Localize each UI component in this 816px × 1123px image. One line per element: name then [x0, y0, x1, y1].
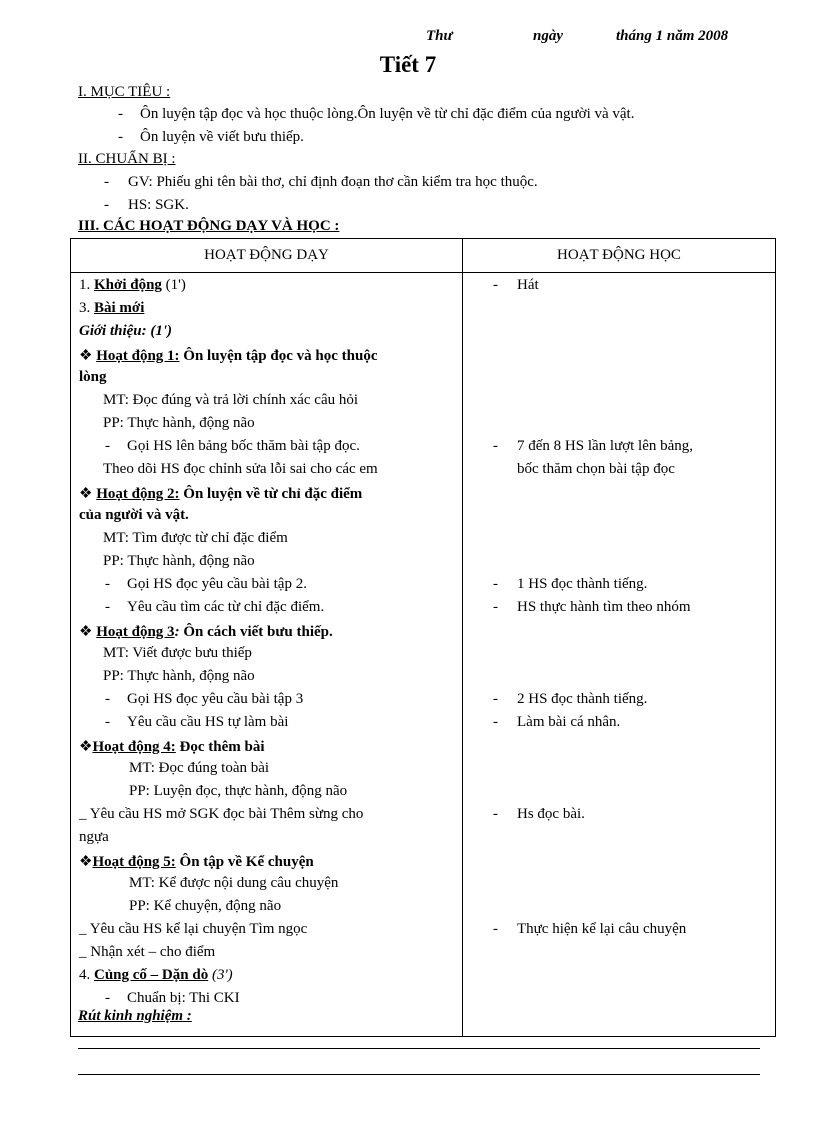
date-ngay: ngày [533, 28, 563, 44]
diamond-bullet-icon: ❖ [79, 624, 93, 640]
chuan-bi-dash-1: - [104, 174, 109, 190]
hd3-b: Yêu cầu cầu HS tự làm bài [127, 714, 289, 730]
hd1-dash-a: - [105, 438, 110, 454]
hd3-pp: PP: Thực hành, động não [103, 668, 255, 684]
r8-dash: - [493, 921, 498, 937]
hd5-mt: MT: Kể được nội dung câu chuyện [129, 875, 339, 891]
hd5-heading [79, 852, 314, 871]
muc-tieu-item-1: Ôn luyện tập đọc và học thuộc lòng.Ôn luyện về từ chỉ đặc điểm của người và vật. [140, 106, 635, 122]
chuan-bi-dash-2: - [104, 197, 109, 213]
cung-co-time: (3') [211, 967, 233, 983]
blank-line-1 [78, 1048, 760, 1049]
diamond-bullet-icon: ❖ [79, 348, 93, 364]
hd1-text: Ôn luyện tập đọc và học thuộc [183, 348, 378, 364]
hd5-label: Hoạt động 5: [92, 854, 176, 870]
section-muc-tieu-heading: I. MỤC TIÊU : [78, 84, 171, 100]
r6: Làm bài cá nhân. [517, 714, 621, 730]
cung-co-a: Chuẩn bị: Thi CKI [127, 990, 240, 1006]
r1-dash: - [493, 277, 498, 293]
r7-dash: - [493, 806, 498, 822]
r6-dash: - [493, 714, 498, 730]
r5: 2 HS đọc thành tiếng. [517, 691, 648, 707]
learning-column [463, 273, 776, 1037]
chuan-bi-item-2: HS: SGK. [128, 197, 189, 213]
hd3-heading [79, 622, 333, 641]
diamond-bullet-icon: ❖ [79, 486, 93, 502]
hd2-text: Ôn luyện về từ chỉ đặc điểm [183, 486, 363, 502]
cung-co-line [79, 967, 233, 984]
hd2-pp: PP: Thực hành, động não [103, 553, 255, 569]
muc-tieu-item-2: Ôn luyện về viết bưu thiếp. [140, 129, 304, 145]
hd5-b: _ Nhận xét – cho điểm [79, 944, 216, 960]
hd3-text: Ôn cách viết bưu thiếp. [183, 624, 333, 640]
hd5-text: Ôn tập về Kể chuyện [179, 854, 314, 870]
section-hoat-dong-heading: III. CÁC HOẠT ĐỘNG DẠY VÀ HỌC : [78, 218, 340, 234]
date-thu: Thư [426, 28, 453, 44]
hd5-a: _ Yêu cầu HS kể lại chuyện Tìm ngọc [79, 921, 308, 937]
bai-moi-line [79, 300, 144, 317]
r3-dash: - [493, 576, 498, 592]
hd1-label: Hoạt động 1: [96, 348, 180, 364]
gioi-thieu: Giới thiệu: (1') [79, 323, 173, 339]
hd4-label: Hoạt động 4: [92, 739, 176, 755]
cung-co-title: Củng cố – Dặn dò [94, 967, 209, 983]
teaching-column [71, 273, 463, 1037]
hd3-colon: : [174, 624, 180, 640]
cung-co-dash: - [105, 990, 110, 1006]
hd1-mt: MT: Đọc đúng và trả lời chính xác câu hỏi [103, 392, 359, 408]
col-header-hoc: HOẠT ĐỘNG HỌC [463, 239, 776, 273]
r4-dash: - [493, 599, 498, 615]
activities-table [70, 238, 776, 1037]
hd3-a: Gọi HS đọc yêu cầu bài tập 3 [127, 691, 304, 707]
hd4-a-cont: ngựa [79, 829, 109, 845]
chuan-bi-item-1: GV: Phiếu ghi tên bài thơ, chỉ định đoạn thơ cần kiểm tra học thuộc. [128, 174, 538, 190]
hd4-heading [79, 737, 265, 756]
date-thang-nam: tháng 1 năm 2008 [616, 28, 729, 44]
r1: Hát [517, 277, 539, 293]
r7: Hs đọc bài. [517, 806, 585, 822]
hd4-mt: MT: Đọc đúng toàn bài [129, 760, 270, 776]
hd1-heading [79, 346, 455, 365]
r4: HS thực hành tìm theo nhóm [517, 599, 691, 615]
r8: Thực hiện kể lại câu chuyện [517, 921, 687, 937]
page-title: Tiết 7 [379, 52, 437, 77]
r2a: 7 đến 8 HS lần lượt lên bảng, [517, 438, 694, 454]
hd3-dash-a: - [105, 691, 110, 707]
hd2-a: Gọi HS đọc yêu cầu bài tập 2. [127, 576, 307, 592]
section-chuan-bi-heading: II. CHUẨN BỊ : [78, 151, 176, 167]
khoi-dong-time: (1') [165, 277, 186, 293]
hd3-label: Hoạt động 3 [96, 624, 175, 640]
hd4-pp: PP: Luyện đọc, thực hành, động não [129, 783, 348, 799]
blank-line-2 [78, 1074, 760, 1075]
hd3-mt: MT: Viết được bưu thiếp [103, 645, 252, 661]
hd1-text-cont: lòng [79, 369, 107, 385]
hd2-text-cont: của người và vật. [79, 507, 189, 523]
r3: 1 HS đọc thành tiếng. [517, 576, 648, 592]
khoi-dong-line [79, 277, 186, 294]
r2b: bốc thăm chọn bài tập đọc [517, 461, 675, 477]
cung-co-num: 4. [79, 967, 91, 983]
diamond-bullet-icon: ❖ [79, 739, 93, 755]
diamond-bullet-icon: ❖ [79, 854, 93, 870]
col-header-day: HOẠT ĐỘNG DẠY [71, 239, 463, 273]
hd1-a: Gọi HS lên bảng bốc thăm bài tập đọc. [127, 438, 360, 454]
hd1-b: Theo dõi HS đọc chỉnh sửa lỗi sai cho các em [103, 461, 378, 477]
r2-dash: - [493, 438, 498, 454]
khoi-dong-num: 1. [79, 277, 91, 293]
hd1-pp: PP: Thực hành, động não [103, 415, 255, 431]
khoi-dong-title: Khởi động [94, 277, 162, 293]
bai-moi-num: 3. [79, 300, 91, 316]
hd2-heading [79, 484, 362, 503]
hd4-text: Đọc thêm bài [179, 739, 265, 755]
r5-dash: - [493, 691, 498, 707]
hd2-label: Hoạt động 2: [96, 486, 180, 502]
hd2-b: Yêu cầu tìm các từ chỉ đặc điểm. [127, 599, 325, 615]
hd3-dash-b: - [105, 714, 110, 730]
rut-kinh-nghiem-label: Rút kinh nghiệm : [78, 1008, 192, 1024]
muc-tieu-dash-1: - [118, 106, 123, 122]
bai-moi-title: Bài mới [94, 300, 145, 316]
hd4-a: _ Yêu cầu HS mở SGK đọc bài Thêm sừng cho [79, 806, 364, 822]
muc-tieu-dash-2: - [118, 129, 123, 145]
hd2-dash-b: - [105, 599, 110, 615]
hd5-pp: PP: Kể chuyện, động não [129, 898, 282, 914]
hd2-mt: MT: Tìm được từ chỉ đặc điểm [103, 530, 288, 546]
hd2-dash-a: - [105, 576, 110, 592]
